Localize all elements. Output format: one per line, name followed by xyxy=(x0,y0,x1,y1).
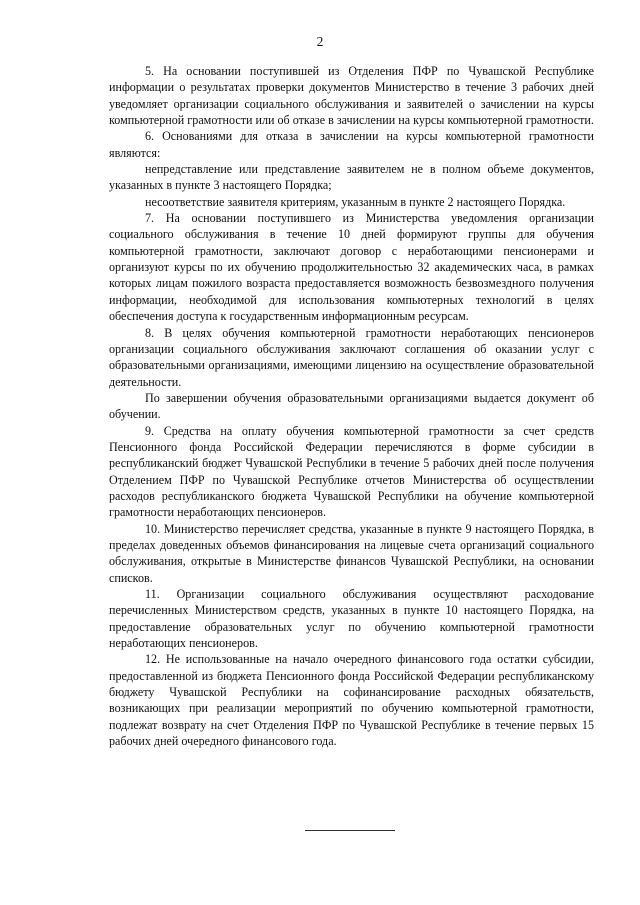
paragraph-7: 7. На основании поступившего из Министерства уведомления организации социального обслуживания в течение 10 дней формируют группы для обучения компьютерной грамотности, заключают договор с неработающими пенсионерами и организуют курсы по их обучению продолжительностью 32 академических часа, в рамках которых лицам пожилого возраста предоставляется возможность безвозмездного получения информации, необходимой для использования компьютерных технологий в целях обеспечения доступа к государственным информационным ресурсам. xyxy=(109,211,594,324)
paragraph-6: 6. Основаниями для отказа в зачислении на курсы компьютерной грамотности являются: xyxy=(109,129,594,160)
paragraph-8-completion: По завершении обучения образовательными организациями выдается документ об обучении. xyxy=(109,390,594,422)
paragraph-9: 9. Средства на оплату обучения компьютерной грамотности за счет средств Пенсионного фонда Российской Федерации перечисляются в форме субсидии в республиканский бюджет Чувашской Республики в течение 5 рабочих дней после получения Отделением ПФР по Чувашской Республике отчетов Министерства об осуществлении расходов республиканского бюджета Чувашской Республики на обучение компьютерной грамотности неработающих пенсионеров. xyxy=(109,423,594,520)
page-number: 2 xyxy=(316,34,324,49)
end-divider xyxy=(305,830,395,831)
list-item-noncompliance: несоответствие заявителя критериям, указанным в пункте 2 настоящего Порядка. xyxy=(145,194,566,209)
list-item-nonsubmission: непредставление или представление заявителем не в полном объеме документов, указанных в пункте 3 настоящего Порядка; xyxy=(109,162,594,193)
paragraph-10: 10. Министерство перечисляет средства, указанные в пункте 9 настоящего Порядка, в пределах доведенных объемов финансирования на лицевые счета организаций социального обслуживания, открытые в Министерстве финансов Чувашской Республики, на основании списков. xyxy=(109,521,594,585)
paragraph-11: 11. Организации социального обслуживания осуществляют расходование перечисленных Министерством средств, указанных в пункте 10 настоящего Порядка, на предоставление образовательных услуг по обучению компьютерной грамотности неработающих пенсионеров. xyxy=(109,587,594,651)
body-text xyxy=(109,63,594,749)
paragraph-12: 12. Не использованные на начало очередного финансового года остатки субсидии, предоставленной из бюджета Пенсионного фонда Российской Федерации республиканскому бюджету Чувашской Республики на софинансирование расходных обязательств, возникающих при реализации мероприятий по обучению компьютерной грамотности, подлежат возврату на счет Отделения ПФР по Чувашской Республике в течение первых 15 рабочих дней очередного финансового года. xyxy=(109,652,594,749)
paragraph-5: 5. На основании поступившей из Отделения ПФР по Чувашской Республике информации о результатах проверки документов Министерство в течение 3 рабочих дней уведомляет организации социального обслуживания и заявителей о зачислении на курсы компьютерной грамотности или об отказе в зачислении на курсы компьютерной грамотности. xyxy=(109,64,594,128)
paragraph-8: 8. В целях обучения компьютерной грамотности неработающих пенсионеров организации социального обслуживания заключают соглашения об оказании услуг с образовательными организациями, имеющими лицензию на осуществление образовательной деятельности. xyxy=(109,325,594,389)
